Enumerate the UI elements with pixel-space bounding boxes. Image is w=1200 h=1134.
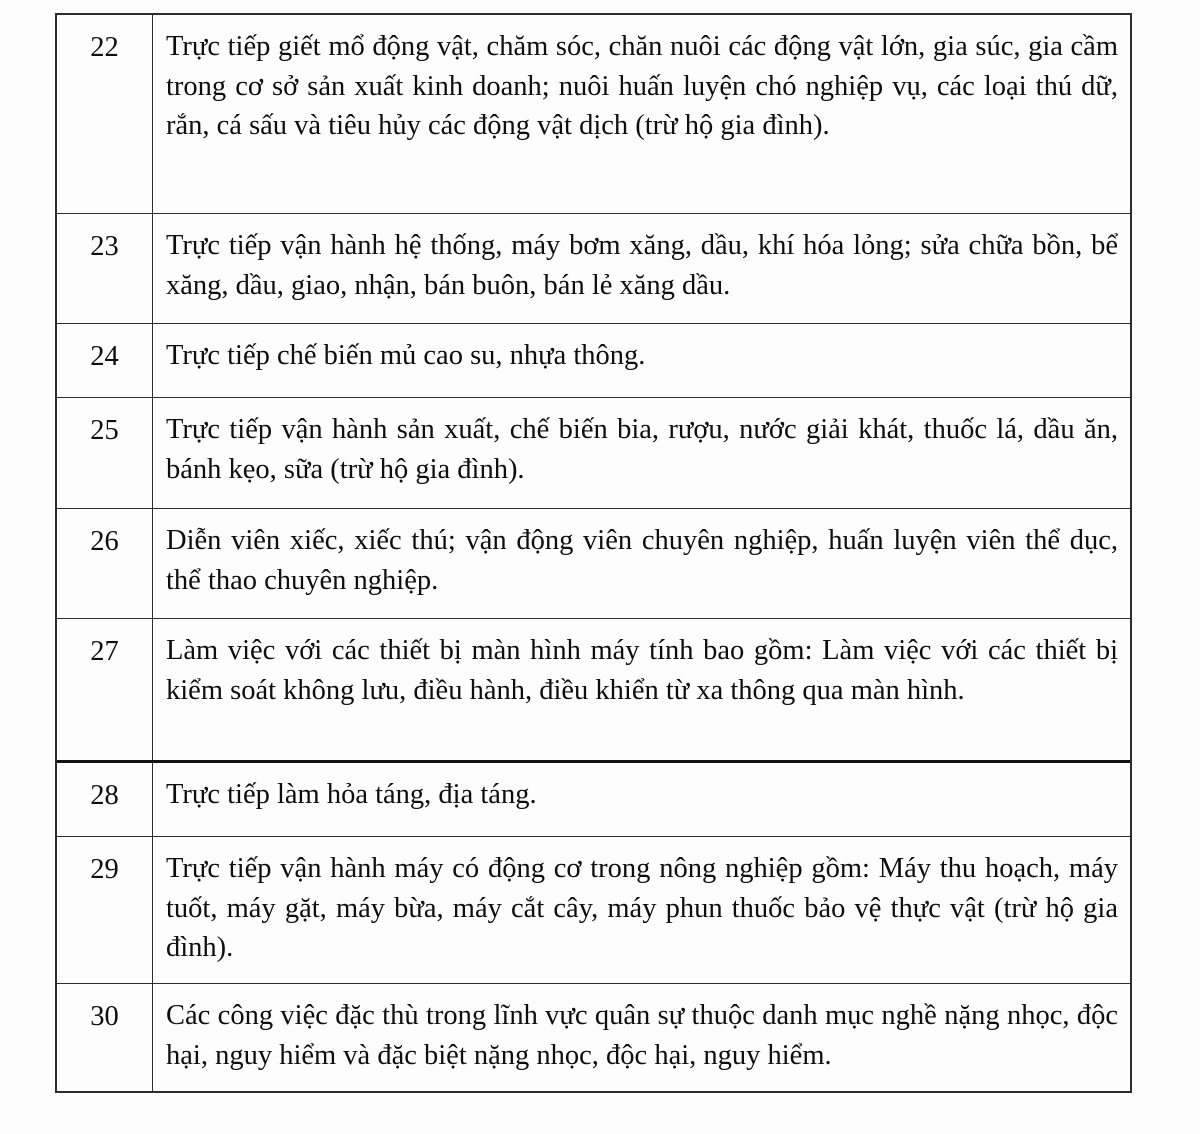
row-number-cell <box>57 324 153 397</box>
table-row <box>57 15 1130 213</box>
row-number-cell <box>57 509 153 618</box>
table-row <box>57 213 1130 323</box>
row-text: Trực tiếp giết mổ động vật, chăm sóc, chăn nuôi các động vật lớn, gia súc, gia cầm trong cơ sở sản xuất kinh doanh; nuôi huấn luyện chó nghiệp vụ, các loại thú dữ, rắn, cá sấu và tiêu hủy các động vật dịch (trừ hộ gia đình). <box>166 31 1118 141</box>
row-text-cell <box>153 398 1130 508</box>
row-number-cell <box>57 619 153 760</box>
row-text-cell <box>153 15 1130 213</box>
row-text: Trực tiếp vận hành hệ thống, máy bơm xăng, dầu, khí hóa lỏng; sửa chữa bồn, bể xăng, dầu, giao, nhận, bán buôn, bán lẻ xăng dầu. <box>166 230 1118 301</box>
row-number-cell <box>57 984 153 1091</box>
row-number: 30 <box>90 1001 119 1032</box>
row-number: 29 <box>90 854 119 885</box>
table-row <box>57 508 1130 618</box>
row-number-cell <box>57 398 153 508</box>
row-number: 23 <box>90 231 119 262</box>
table-row <box>57 397 1130 508</box>
occupation-list-table <box>55 13 1132 1093</box>
table-row <box>57 618 1130 760</box>
row-text: Trực tiếp vận hành sản xuất, chế biến bia, rượu, nước giải khát, thuốc lá, dầu ăn, bánh kẹo, sữa (trừ hộ gia đình). <box>166 414 1118 485</box>
row-text: Các công việc đặc thù trong lĩnh vực quân sự thuộc danh mục nghề nặng nhọc, độc hại, nguy hiểm và đặc biệt nặng nhọc, độc hại, nguy hiểm. <box>166 1000 1118 1071</box>
row-text-cell <box>153 324 1130 397</box>
row-number: 26 <box>90 526 119 557</box>
row-number-cell <box>57 763 153 836</box>
row-number: 22 <box>90 32 119 63</box>
row-text: Trực tiếp làm hỏa táng, địa táng. <box>166 779 537 810</box>
table-row <box>57 836 1130 983</box>
row-number: 25 <box>90 415 119 446</box>
row-number-cell <box>57 15 153 213</box>
row-text: Trực tiếp vận hành máy có động cơ trong nông nghiệp gồm: Máy thu hoạch, máy tuốt, máy gặt, máy bừa, máy cắt cây, máy phun thuốc bảo vệ thực vật (trừ hộ gia đình). <box>166 853 1118 963</box>
row-text-cell <box>153 619 1130 760</box>
table-row <box>57 323 1130 397</box>
row-text-cell <box>153 984 1130 1091</box>
row-text: Diễn viên xiếc, xiếc thú; vận động viên chuyên nghiệp, huấn luyện viên thể dục, thể thao chuyên nghiệp. <box>166 525 1118 596</box>
row-number-cell <box>57 214 153 323</box>
row-text: Trực tiếp chế biến mủ cao su, nhựa thông. <box>166 340 646 371</box>
row-number: 28 <box>90 780 119 811</box>
row-text-cell <box>153 214 1130 323</box>
row-text-cell <box>153 837 1130 983</box>
row-text-cell <box>153 509 1130 618</box>
table-row <box>57 983 1130 1091</box>
row-text-cell <box>153 763 1130 836</box>
table-row <box>57 760 1130 836</box>
row-number: 27 <box>90 636 119 667</box>
row-text: Làm việc với các thiết bị màn hình máy tính bao gồm: Làm việc với các thiết bị kiểm soát không lưu, điều hành, điều khiển từ xa thông qua màn hình. <box>166 635 1118 706</box>
row-number-cell <box>57 837 153 983</box>
row-number: 24 <box>90 341 119 372</box>
